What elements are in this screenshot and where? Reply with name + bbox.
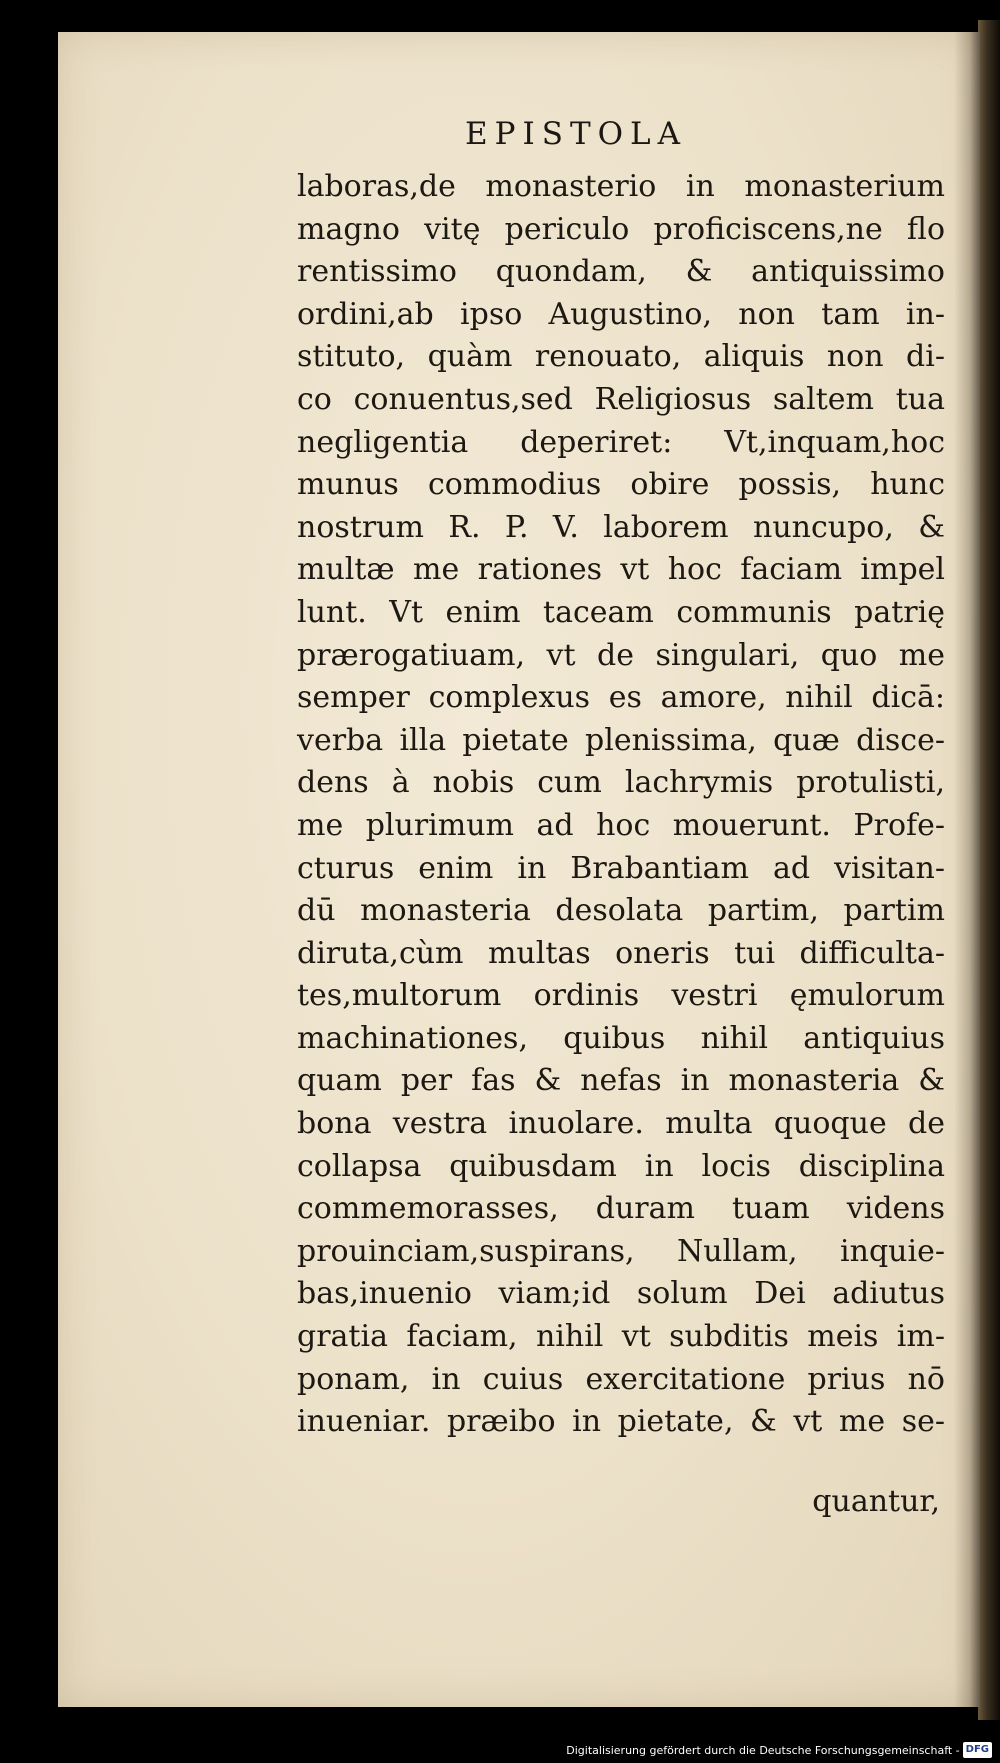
text-line: cturus enim in Brabantiam ad visitan- bbox=[297, 850, 945, 886]
text-line: verba illa pietate plenissima, quæ disce- bbox=[297, 722, 945, 758]
text-line: multæ me rationes vt hoc faciam impel bbox=[297, 552, 945, 588]
text-line: me plurimum ad hoc mouerunt. Profe- bbox=[297, 807, 945, 843]
text-line: munus commodius obire possis, hunc bbox=[297, 467, 945, 503]
page-gutter-shadow bbox=[954, 32, 980, 1707]
text-line: rentissimo quondam, & antiquissimo bbox=[297, 254, 945, 290]
text-line: laboras,de monasterio in monasterium bbox=[297, 169, 945, 204]
dfg-logo-icon: DFG bbox=[963, 1742, 992, 1758]
text-line: collapsa quibusdam in locis disciplina bbox=[297, 1148, 945, 1184]
running-title: EPISTOLA bbox=[465, 116, 688, 152]
text-line: commemorasses, duram tuam videns bbox=[297, 1191, 945, 1227]
text-line: prouinciam,suspirans, Nullam, inquie- bbox=[297, 1233, 945, 1269]
text-line: negligentia deperiret: Vt,inquam,hoc bbox=[297, 424, 945, 460]
text-line: ponam, in cuius exercitatione prius nō bbox=[297, 1361, 945, 1397]
text-line: tes,multorum ordinis vestri ęmulorum bbox=[297, 978, 945, 1014]
book-page-edge bbox=[978, 20, 1000, 1720]
text-line: magno vitę periculo proficiscens,ne flo bbox=[297, 211, 945, 247]
text-line: diruta,cùm multas oneris tui difficulta- bbox=[297, 935, 945, 971]
text-line: inueniar. præibo in pietate, & vt me se- bbox=[297, 1404, 945, 1440]
digitization-credit bbox=[566, 1741, 992, 1759]
text-line: semper complexus es amore, nihil dicā: bbox=[297, 680, 945, 716]
catchword: quantur, bbox=[812, 1484, 940, 1519]
text-line: ordini,ab ipso Augustino, non tam in- bbox=[297, 296, 945, 332]
text-line: dens à nobis cum lachrymis protulisti, bbox=[297, 765, 945, 801]
text-line: prærogatiuam, vt de singulari, quo me bbox=[297, 637, 945, 673]
text-line: bona vestra inuolare. multa quoque de bbox=[297, 1106, 945, 1142]
text-line: gratia faciam, nihil vt subditis meis im- bbox=[297, 1319, 945, 1355]
credit-text: Digitalisierung gefördert durch die Deutsche Forschungsgemeinschaft - bbox=[566, 1743, 960, 1757]
body-text bbox=[297, 166, 945, 1444]
text-line: bas,inuenio viam;id solum Dei adiutus bbox=[297, 1276, 945, 1312]
text-line: nostrum R. P. V. laborem nuncupo, & bbox=[297, 509, 945, 545]
text-line: machinationes, quibus nihil antiquius bbox=[297, 1020, 945, 1056]
text-line: stituto, quàm renouato, aliquis non di- bbox=[297, 339, 945, 375]
text-line: dū monasteria desolata partim, partim bbox=[297, 893, 945, 929]
text-line: quam per fas & nefas in monasteria & bbox=[297, 1063, 945, 1099]
text-line: co conuentus,sed Religiosus saltem tua bbox=[297, 381, 945, 417]
text-line: lunt. Vt enim taceam communis patrię bbox=[297, 594, 945, 630]
